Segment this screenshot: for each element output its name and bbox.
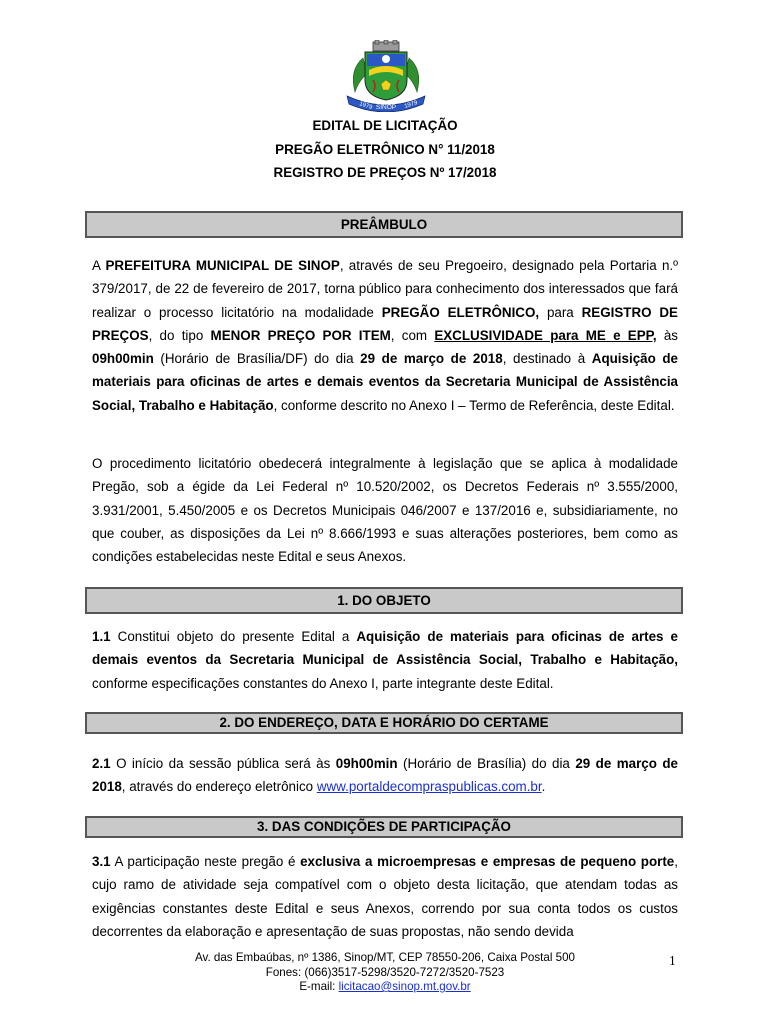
- item-2-1-paragraph: 2.1 O início da sessão pública será às 09h00min (Horário de Brasília) do dia 29 de março de 2018, através do endereço eletrônico www.portaldecompraspublicas.com.br.: [92, 756, 678, 795]
- footer-address: Av. das Embaúbas, nº 1386, Sinop/MT, CEP 78550-206, Caixa Postal 500: [195, 951, 575, 964]
- section-header-preambulo: PREÂMBULO: [85, 211, 683, 238]
- crest-banner-right-text: 1979: [403, 100, 419, 110]
- section-header-participacao: 3. DAS CONDIÇÕES DE PARTICIPAÇÃO: [85, 816, 683, 838]
- portal-compras-link[interactable]: www.portaldecompraspublicas.com.br: [316, 779, 542, 795]
- section-header-endereco: 2. DO ENDEREÇO, DATA E HORÁRIO DO CERTAME: [85, 712, 683, 734]
- document-subtitle-registro: REGISTRO DE PREÇOS Nº 17/2018: [273, 165, 497, 180]
- municipal-crest-logo: [343, 40, 429, 112]
- footer-email-line: E-mail: licitacao@sinop.mt.gov.br: [299, 980, 471, 993]
- page-footer: [0, 951, 770, 995]
- preambulo-paragraph-1: A PREFEITURA MUNICIPAL DE SINOP, através de seu Pregoeiro, designado pela Portaria n.º 379/2017, de 22 de fevereiro de 2017, torna público para conhecimento dos interessados que fará realizar o processo licitatório na modalidade PREGÃO ELETRÔNICO, para REGISTRO DE PREÇOS, do tipo MENOR PREÇO POR ITEM, com EXCLUSIVIDADE para ME e EPP, às 09h00min (Horário de Brasília/DF) do dia 29 de março de 2018, destinado à Aquisição de materiais para oficinas de artes e demais eventos da Secretaria Municipal de Assistência Social, Trabalho e Habitação, conforme descrito no Anexo I – Termo de Referência, deste Edital.: [92, 258, 679, 413]
- document-subtitle-pregao: PREGÃO ELETRÔNICO N° 11/2018: [275, 142, 495, 157]
- crest-banner-left-text: 1979: [358, 101, 373, 112]
- preambulo-paragraph-2: O procedimento licitatório obedecerá integralmente à legislação que se aplica à modalidade Pregão, sob a égide da Lei Federal nº 10.520/2002, os Decretos Federais nº 3.555/2000, 3.931/2001, 5.450/2005 e os Decretos Municipais 046/2007 e 137/2016 e, subsidiariamente, no que couber, as disposições da Lei nº 8.666/1993 e suas alterações posteriores, bem como as condições estabelecidas neste Edital e seus Anexos.: [92, 456, 678, 565]
- crest-banner-center-text: SINOP: [375, 104, 397, 111]
- item-1-1-paragraph: 1.1 Constitui objeto do presente Edital a Aquisição de materiais para oficinas de artes e demais eventos da Secretaria Municipal de Assistência Social, Trabalho e Habitação, conforme especificações constantes do Anexo I, parte integrante deste Edital.: [92, 629, 678, 691]
- footer-phones: Fones: (066)3517-5298/3520-7272/3520-7523: [265, 965, 505, 979]
- page-number: 1: [669, 953, 676, 968]
- document-title: EDITAL DE LICITAÇÃO: [312, 118, 458, 133]
- footer-email-link[interactable]: licitacao@sinop.mt.gov.br: [338, 980, 471, 993]
- section-header-objeto: 1. DO OBJETO: [85, 587, 683, 614]
- item-3-1-paragraph: 3.1 A participação neste pregão é exclusiva a microempresas e empresas de pequeno porte, cujo ramo de atividade seja compatível com o objeto desta licitação, que atendam todas as exigências constantes deste Edital e seus Anexos, correndo por sua conta todos os custos decorrentes da elaboração e apresentação de suas propostas, não sendo devida: [92, 854, 678, 939]
